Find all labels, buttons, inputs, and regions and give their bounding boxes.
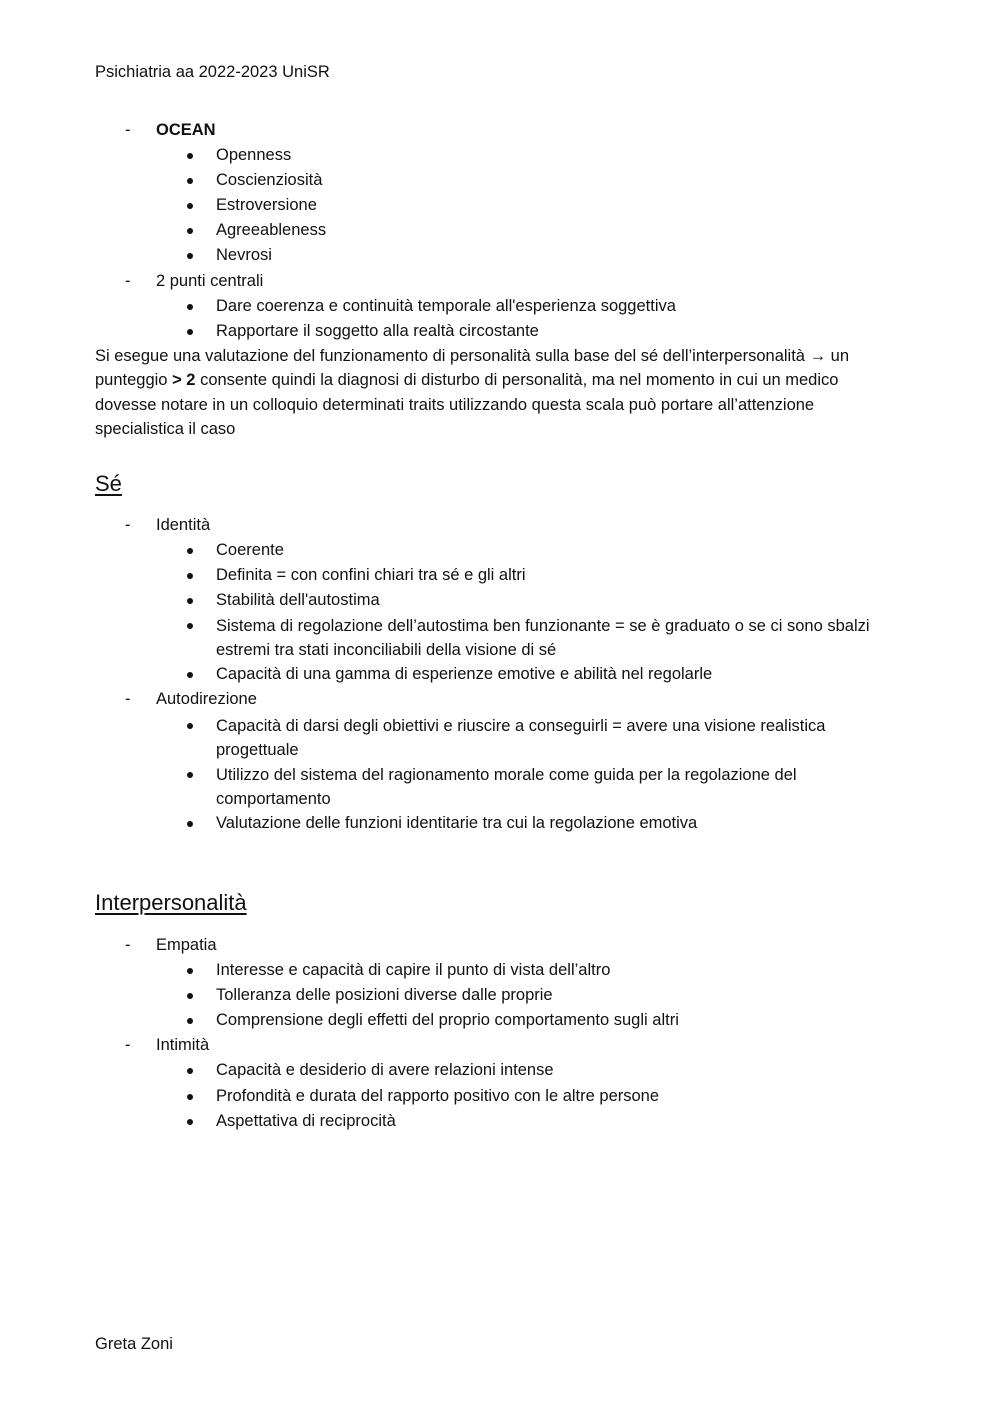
list-item-label: Autodirezione: [156, 690, 257, 709]
list-item-label: OCEAN: [156, 121, 216, 139]
bullet-item: Comprensione degli effetti del proprio comportamento sugli altri: [216, 1008, 896, 1033]
bullet-item: Capacità di una gamma di esperienze emotive e abilità nel regolarle: [216, 662, 896, 687]
bullet-item: Stabilità dell'autostima: [216, 588, 896, 613]
bullet-item: Capacità e desiderio di avere relazioni intense: [216, 1058, 896, 1083]
page-header: Psichiatria aa 2022-2023 UniSR: [95, 63, 330, 81]
bullet-item: Coerente: [216, 538, 896, 563]
list-item-label: 2 punti centrali: [156, 271, 264, 290]
se-list: [0, 513, 896, 836]
body-paragraph: [95, 344, 885, 441]
list-item: [0, 513, 896, 687]
bullet-item: Definita = con confini chiari tra sé e gli altri: [216, 563, 896, 588]
sub-list: [156, 713, 896, 836]
section-heading-se: Sé: [95, 471, 122, 496]
list-item: [0, 269, 896, 344]
bullet-item: Estroversione: [216, 193, 896, 218]
bullet-item: Interesse e capacità di capire il punto di vista dell’altro: [216, 958, 896, 983]
bullet-item: Utilizzo del sistema del ragionamento morale come guida per la regolazione del comportamento: [216, 762, 836, 811]
bullet-item: Sistema di regolazione dell’autostima ben funzionante = se è graduato o se ci sono sbalzi estremi tra stati inconciliabili della visione di sé: [216, 613, 896, 662]
bullet-item: Tolleranza delle posizioni diverse dalle proprie: [216, 983, 896, 1008]
list-item: [0, 933, 896, 1033]
sub-list: [156, 538, 896, 687]
page-footer: Greta Zoni: [95, 1335, 173, 1353]
sub-list: [156, 1058, 896, 1133]
bullet-item: Nevrosi: [216, 243, 896, 268]
paragraph-part1: Si esegue una valutazione del funzionamento di personalità sulla base del sé dell’interpersonalità: [95, 347, 805, 365]
sub-list: [156, 294, 896, 344]
ocean-list: [0, 118, 896, 344]
section-heading-interpersonalita: Interpersonalità: [95, 890, 247, 915]
bullet-item: Dare coerenza e continuità temporale all'esperienza soggettiva: [216, 294, 896, 319]
bullet-item: Valutazione delle funzioni identitarie tra cui la regolazione emotiva: [216, 811, 896, 836]
list-item: [0, 118, 896, 269]
list-item-label: Intimità: [156, 1036, 210, 1055]
list-item: [0, 687, 896, 835]
paragraph-part3: consente quindi la diagnosi di disturbo di personalità, ma nel momento in cui un medico dovesse notare in un colloquio determinati traits utilizzando questa scala può portare all’attenzione specialistica il caso: [95, 371, 839, 438]
list-item: [0, 1033, 896, 1133]
paragraph-part2: un punteggio: [95, 347, 849, 390]
bullet-item: Rapportare il soggetto alla realtà circostante: [216, 319, 896, 344]
interpersonalita-list: [0, 933, 896, 1134]
paragraph-bold-score: > 2: [172, 371, 196, 390]
arrow-icon: →: [809, 347, 827, 365]
sub-list: [156, 143, 896, 268]
list-item-label: Empatia: [156, 936, 217, 954]
bullet-item: Capacità di darsi degli obiettivi e riuscire a conseguirli = avere una visione realistica progettuale: [216, 713, 856, 762]
bullet-item: Openness: [216, 143, 896, 168]
bullet-item: Profondità e durata del rapporto positivo con le altre persone: [216, 1084, 896, 1109]
bullet-item: Aspettativa di reciprocità: [216, 1109, 896, 1134]
bullet-item: Agreeableness: [216, 218, 896, 243]
list-item-label: Identità: [156, 516, 211, 534]
bullet-item: Coscienziosità: [216, 168, 896, 193]
sub-list: [156, 958, 896, 1033]
